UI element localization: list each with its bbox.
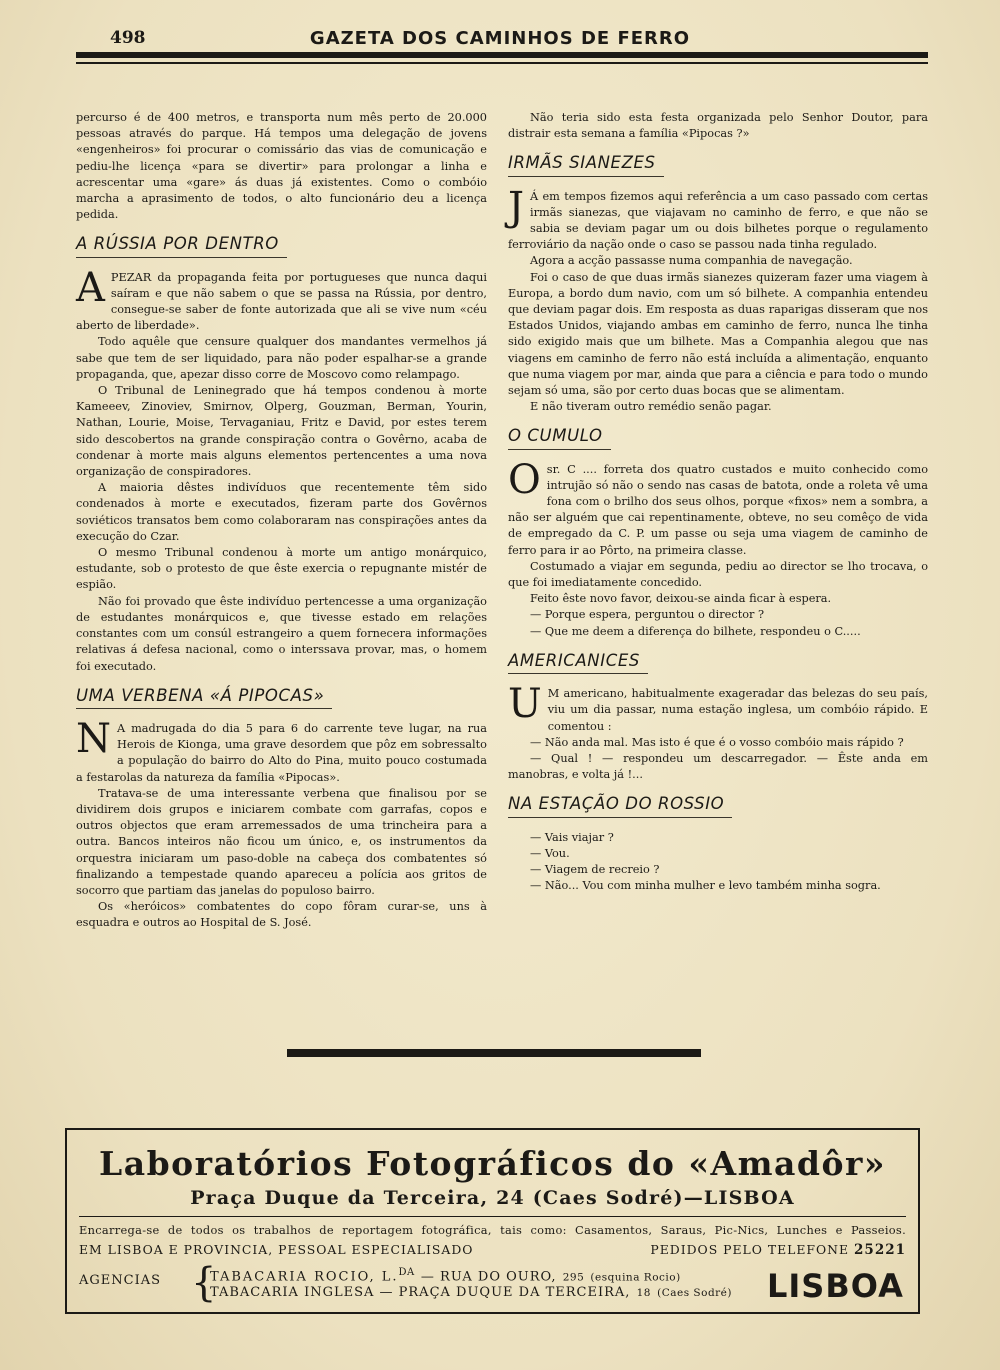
section-divider-bar xyxy=(287,1049,701,1057)
paragraph: Costumado a viajar em segunda, pediu ao director se lho trocava, o que foi imediatamente concedido. xyxy=(508,559,928,590)
paragraph: E não tiveram outro remédio senão pagar. xyxy=(530,400,772,414)
ad-phone-label: PEDIDOS PELO TELEFONE xyxy=(650,1242,850,1257)
ad-city: LISBOA xyxy=(767,1267,904,1305)
article-verbena xyxy=(76,715,487,932)
paragraph: N A madrugada do dia 5 para 6 do carrente teve lugar, na rua Herois de Kionga, uma grave desordem que pôz em sobressalto a população do bairro do Alto do Pina, muito pouco costumada a festarolas da natureza da família «Pipocas». xyxy=(76,715,487,784)
drop-cap: A xyxy=(76,264,105,311)
article-cumulo xyxy=(508,456,928,640)
paragraph: Agora a acção passasse numa companhia de navegação. xyxy=(530,254,853,268)
left-column xyxy=(76,110,487,932)
section-heading-rossio: NA ESTAÇÃO DO ROSSIO xyxy=(508,796,732,817)
ad-phone xyxy=(650,1242,906,1258)
drop-cap: O xyxy=(508,456,541,503)
section-heading-cumulo: O CUMULO xyxy=(508,428,611,449)
paragraph: Osr. C .... forreta dos quatro custados e muito conhecido como intrujão só não o sendo nas casas de batota, onde a roleta vê uma fona com o brilho dos seus olhos, porque «fixos» nem a sombra, a não ser alguém que cai repentinamente, obteve, no seu comêço de vida de empregado da C. P. um passe ou seja uma viagem de caminho de ferro para ir ao Pôrto, na primeira classe. xyxy=(508,456,928,557)
header-rule xyxy=(76,52,928,58)
paragraph: J Á em tempos fizemos aqui referência a um caso passado com certas irmãs sianezas, que viajavam no caminho de ferro, e que não se sabia se deviam pagar um ou dois bilhetes porque o regulamento ferroviário da nação onde o caso se passou nada tinha regulado. xyxy=(508,183,928,252)
paragraph: Não teria sido esta festa organizada pelo Senhor Doutor, para distrair esta semana a família «Pipocas ?» xyxy=(508,111,928,141)
ad-divider xyxy=(79,1216,906,1217)
page-number: 498 xyxy=(110,28,146,48)
paragraph: Os «heróicos» combatentes do copo fôram curar-se, uns à esquadra e outros ao Hospital de S. José. xyxy=(76,900,487,930)
dialog-line: — Não anda mal. Mas isto é que é o vosso combóio mais rápido ? xyxy=(530,735,904,749)
paragraph: Todo aquêle que censure qualquer dos mandantes vermelhos já sabe que tem de ser liquidado, para não poder espalhar-se a grande propaganda, que, apezar disso corre de Moscovo como relampago. xyxy=(76,335,487,381)
paragraph: Foi o caso de que duas irmãs sianezes quizeram fazer uma viagem à Europa, a bordo dum navio, com um só bilhete. A companhia entendeu que deviam pagar dois. Em resposta as duas raparigas disseram que nos Estados Unidos, viajando ambas em caminho de ferro, nunca lhe tinha sido exigido mais que um bilhete. Mas a Companhia alegou que nas viagens em caminho de ferro não está incluída a alimentação, enquanto que numa viagem por mar, ainda que para a ciência e para todo o mundo sejam só uma, são por certo duas bocas que se alimentam. xyxy=(508,270,928,398)
paragraph: U M americano, habitualmente exageradar das belezas do seu país, viu um dia passar, numa estação inglesa, um combóio rápido. E comentou : xyxy=(508,681,928,733)
dialog-line: — Viagem de recreio ? xyxy=(530,862,660,876)
ad-staff-text: EM LISBOA E PROVINCIA, PESSOAL ESPECIALISADO xyxy=(79,1242,474,1257)
dialog-line: — Não... Vou com minha mulher e levo também minha sogra. xyxy=(530,879,881,893)
dialog-line: — Porque espera, perguntou o director ? xyxy=(530,608,765,622)
header-rule-thin xyxy=(76,62,928,64)
agency-rocio: TABACARIA ROCIO, L.$^{DA}$ — RUA DO OURO, 295 (esquina Rocio) xyxy=(210,1267,681,1285)
ad-title: Laboratórios Fotográficos do «Amadôr» xyxy=(98,1144,887,1183)
right-column xyxy=(508,110,928,894)
paragraph: Feito êste novo favor, deixou-se ainda ficar à espera. xyxy=(530,592,832,606)
ad-address: Praça Duque da Terceira, 24 (Caes Sodré)—LISBOA xyxy=(190,1187,795,1209)
article-irmas xyxy=(508,183,928,416)
paragraph: A maioria dêstes indivíduos que recentemente têm sido condenados à morte e executados, fizeram parte dos Govêrnos soviéticos transatos bem como colaboraram nas conspirações antes da execução do Czar. xyxy=(76,481,487,543)
section-heading-russia: A RÚSSIA POR DENTRO xyxy=(76,236,287,257)
ad-description: Encarrega-se de todos os trabalhos de reportagem fotográfica, tais como: Casamentos, Saraus, Pic-Nics, Lunches e Passeios. xyxy=(79,1223,906,1237)
brace-icon: { xyxy=(191,1260,217,1306)
paragraph: Tratava-se de uma interessante verbena que finalisou por se dividirem dois grupos e iniciarem combate com garrafas, copos e outros objectos que eram arremessados de uma trincheira para a outra. Bancos inteiros não ficou um único, e, os instrumentos da orquestra iniciaram um paso-doble na cabeça dos combatentes só finalizando a tempestade quando apareceu a polícia aos gritos de socorro que partiam das janelas do populoso bairro. xyxy=(76,786,487,897)
agency-inglesa: TABACARIA INGLESA — PRAÇA DUQUE DA TERCEIRA, 18 (Caes Sodré) xyxy=(210,1285,732,1300)
section-heading-verbena: UMA VERBENA «Á PIPOCAS» xyxy=(76,688,332,709)
article-rossio xyxy=(508,830,928,895)
dialog-line: — Qual ! — respondeu um descarregador. — Êste anda em manobras, e volta já !... xyxy=(508,751,928,782)
agencias-label: AGENCIAS xyxy=(79,1273,162,1288)
dialog-line: — Vou. xyxy=(530,846,570,860)
drop-cap: U xyxy=(508,681,542,728)
advertisement-box xyxy=(65,1128,920,1314)
drop-cap: N xyxy=(76,715,111,762)
paragraph: O Tribunal de Leninegrado que há tempos condenou à morte Kameeev, Zinoviev, Smirnov, Olperg, Gouzman, Berman, Yourin, Nathan, Lourie, Moise, Tervaganiau, Fritz e David, por estes terem sido descobertos na grande conspiração contra o Govêrno, acaba de condenar à morte mais alguns elementos pertencentes a uma nova organização de conspiradores. xyxy=(76,384,487,479)
section-heading-americanices: AMERICANICES xyxy=(508,653,648,674)
paragraph: APEZAR da propaganda feita por portugueses que nunca daqui saíram e que não sabem o que se passa na Rússia, por dentro, consegue-se saber de fonte autorizada que ali se vive num «céu aberto de liberdade». xyxy=(76,264,487,333)
article-americanices xyxy=(508,681,928,783)
dialog-line: — Que me deem a diferença do bilhete, respondeu o C..... xyxy=(530,624,861,638)
ad-phone-number: 25221 xyxy=(854,1242,906,1258)
section-heading-irmas: IRMÃS SIANEZES xyxy=(508,155,664,176)
running-title: GAZETA DOS CAMINHOS DE FERRO xyxy=(309,28,691,49)
drop-cap: J xyxy=(508,183,525,230)
article-russia xyxy=(76,264,487,675)
paragraph: O mesmo Tribunal condenou à morte um antigo monárquico, estudante, sob o protesto de que êste exercia o repugnante mistér de espião. xyxy=(76,546,487,592)
paragraph: percurso é de 400 metros, e transporta num mês perto de 20.000 pessoas através do parque. Há tempos uma delegação de jovens «engenheiros» foi procurar o comissário das vias de comunicação e pediu-lhe licença «para se divertir» para prolongar a linha e acrescentar uma «gare» ás duas já existentes. Como o combóio marcha a aprasimento de todos, o alto funcionário deu a licença pedida. xyxy=(76,111,487,222)
dialog-line: — Vais viajar ? xyxy=(530,830,614,844)
paragraph: Não foi provado que êste indivíduo pertencesse a uma organização de estudantes monárquicos e, que tivesse estado em relações constantes com um consúl estrangeiro a quem fornecera informações relativas á defesa nacional, como o interssava provar, mas, o homem foi executado. xyxy=(76,594,487,673)
ad-service-line xyxy=(79,1242,906,1257)
